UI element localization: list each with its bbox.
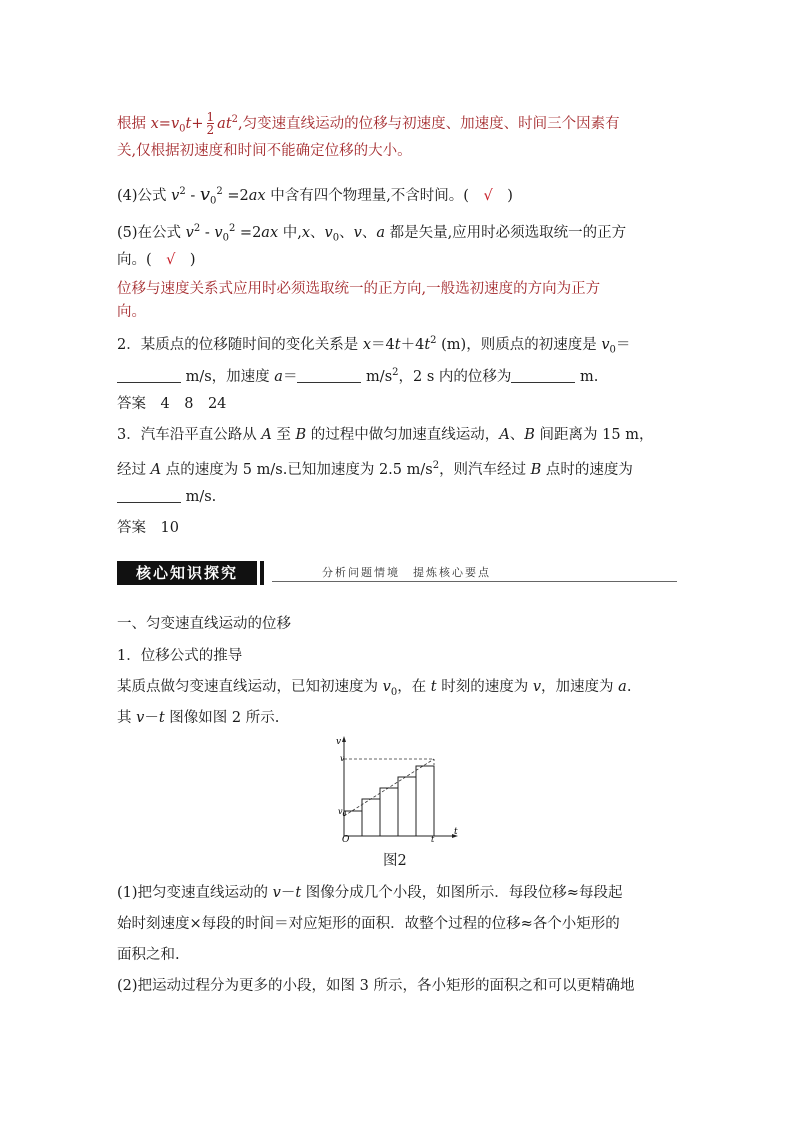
answer-blank[interactable] xyxy=(117,488,181,503)
step-rect xyxy=(362,799,380,836)
question-2-line-2: m/s，加速度 $a= m/s^2$，2 s 内的位移为 m. xyxy=(117,363,598,387)
fraction-half: $\frac{1}{2}$ xyxy=(206,110,215,138)
banner-subtitle: 分析问题情境 提炼核心要点 xyxy=(322,566,491,579)
subsection-heading: 1．位移公式的推导 xyxy=(117,648,243,664)
tick-label-v0: $v_0$ xyxy=(338,807,347,818)
step-rect xyxy=(416,766,434,836)
item-5-line-1: (5)在公式 $v^2 - v_0^2 =2ax$ 中,x、$v_0$、v、a 都是矢量,应用时必须选取统一的正方 xyxy=(117,223,627,244)
section-heading: 一、匀变速直线运动的位移 xyxy=(117,616,291,632)
axis-label-t: t xyxy=(454,827,458,837)
answer-blank[interactable] xyxy=(117,368,181,383)
intro-line-1: 某质点做匀变速直线运动，已知初速度为 $v_0$，在 t 时刻的速度为 v，加速度为 a. xyxy=(117,679,632,698)
question-2-answer: 答案 4 8 24 xyxy=(117,396,227,412)
banner-rule xyxy=(272,581,677,582)
question-2-line-1: 2．某质点的位移随时间的变化关系是 $x=4t+4t^2$ (m)，则质点的初速度是 $v_0=$ xyxy=(117,335,631,356)
question-3-line-2: 经过 A 点的速度为 5 m/s.已知加速度为 2.5 $m/s^2$，则汽车经过 B 点时的速度为 xyxy=(117,460,633,478)
formula-explanation-line-2: 关,仅根据初速度和时间不能确定位移的大小。 xyxy=(117,143,412,159)
answer-blank[interactable] xyxy=(511,368,575,383)
step-rect xyxy=(380,788,398,836)
answer-blank[interactable] xyxy=(297,368,361,383)
formula-explanation-line-1: 根据 $x=v_0t+$ $\frac{1}{2}$ $at^2$,匀变速直线运动的位移与初速度、加速度、时间三个因素有 xyxy=(117,110,620,138)
item-4: (4)公式 $v^2 - v_0^2 =2ax$ 中含有四个物理量,不含时间。( √ ) xyxy=(117,183,513,207)
para-1-line-1: (1)把匀变速直线运动的 v－t 图像分成几个小段，如图所示．每段位移≈每段起 xyxy=(117,885,623,901)
v-axis-arrow xyxy=(342,736,346,742)
note-line-2: 向。 xyxy=(117,304,146,320)
section-banner xyxy=(117,561,677,585)
tick-label-t: t xyxy=(431,835,435,844)
axis-label-v: v xyxy=(336,737,342,747)
tick-label-v: v xyxy=(340,754,345,763)
para-2-line-1: (2)把运动过程分为更多的小段，如图 3 所示，各小矩形的面积之和可以更精确地 xyxy=(117,978,635,994)
intro-line-2: 其 v－t 图像如图 2 所示. xyxy=(117,710,280,726)
check-mark: √ xyxy=(483,187,493,204)
item-5-line-2: 向。( √ ) xyxy=(117,252,196,268)
question-3-answer: 答案 10 xyxy=(117,520,179,536)
question-3-line-3: m/s. xyxy=(117,487,216,507)
figure-caption: 图2 xyxy=(383,853,407,869)
banner-title: 核心知识探究 xyxy=(117,561,257,585)
question-3-line-1: 3．汽车沿平直公路从 A 至 B 的过程中做匀加速直线运动，A、B 间距离为 15 m， xyxy=(117,427,654,443)
para-1-line-3: 面积之和. xyxy=(117,947,180,963)
step-rect xyxy=(398,777,416,836)
para-1-line-2: 始时刻速度×每段的时间＝对应矩形的面积．故整个过程的位移≈各个小矩形的 xyxy=(117,916,620,932)
note-line-1: 位移与速度关系式应用时必须选取统一的正方向,一般选初速度的方向为正方 xyxy=(117,281,601,297)
check-mark: √ xyxy=(166,252,176,268)
vt-graph-figure xyxy=(332,734,462,844)
origin-label: O xyxy=(342,835,350,844)
banner-divider xyxy=(260,561,264,585)
